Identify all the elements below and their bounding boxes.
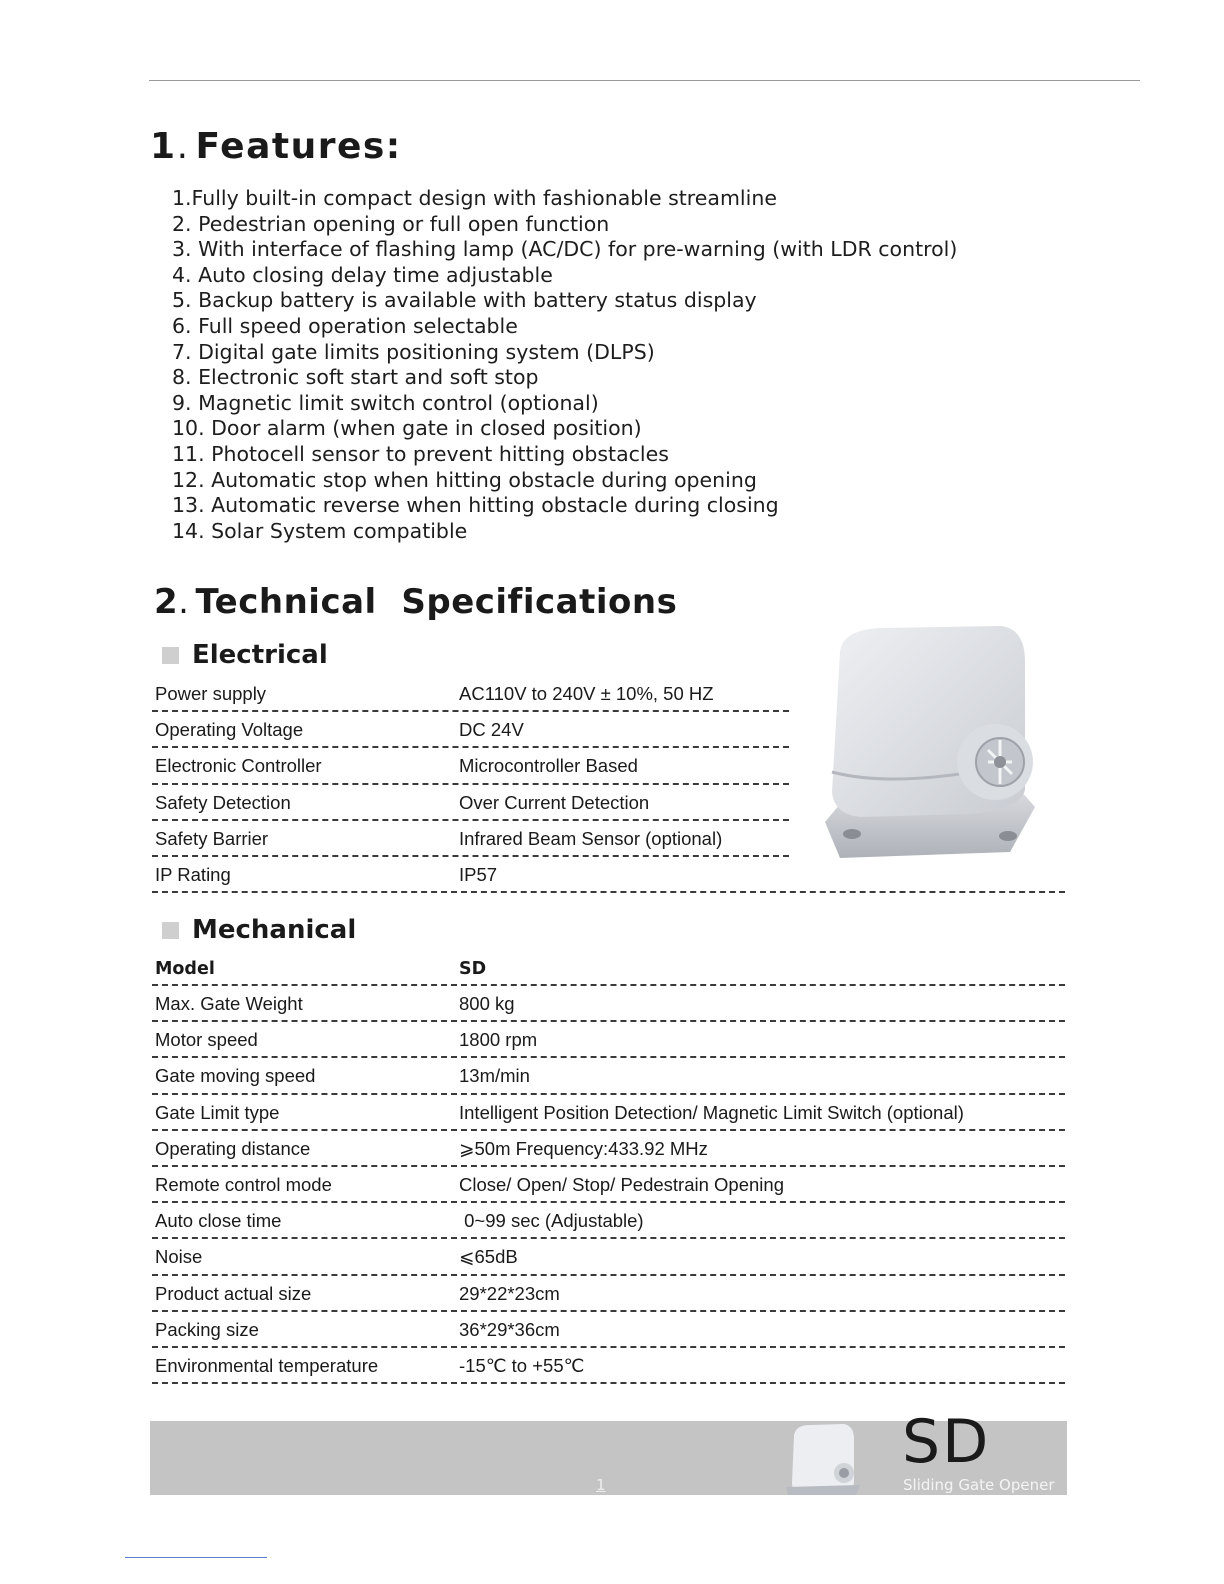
row-key: Remote control mode [155,1173,332,1195]
mechanical-heading [154,915,356,945]
row-key: Power supply [155,683,267,704]
electrical-heading [154,640,328,670]
row-key: Safety Barrier [155,827,269,849]
row-key: Gate Limit type [155,1101,280,1123]
row-value: 13m/min [459,1065,530,1087]
footer-subtitle: Sliding Gate Opener [903,1476,1055,1494]
feature-item: 10. Door alarm (when gate in closed position) [172,416,642,441]
row-key: IP Rating [155,863,231,885]
page-number[interactable]: 1 [596,1476,606,1494]
feature-item: 8. Electronic soft start and soft stop [172,365,539,390]
row-key: Environmental temperature [155,1354,379,1376]
row-key: Auto close time [155,1210,282,1232]
section-title-text: Features: [195,126,402,167]
mechanical-heading-text: Mechanical [192,915,357,945]
feature-item: 12. Automatic stop when hitting obstacle during opening [172,467,757,492]
section-title-text: Technical Specifications [195,582,678,622]
feature-item: 5. Backup battery is available with battery status display [172,288,757,313]
row-value: -15℃ to +55℃ [459,1354,585,1376]
row-key: Gate moving speed [155,1065,316,1087]
mechanical-table [152,952,1065,1384]
table-row [152,748,789,784]
row-value: AC110V to 240V ± 10%, 50 HZ [459,683,714,704]
table-row [152,1276,1065,1312]
section-features-title [150,126,402,167]
header-value: SD [459,959,487,979]
table-row [152,986,1065,1022]
row-key: Operating distance [155,1137,311,1159]
row-value: ⩾50m Frequency:433.92 MHz [459,1137,708,1159]
row-value: ⩽65dB [459,1246,518,1268]
section-dot: . [176,126,190,167]
feature-item: 1.Fully built-in compact design with fashionable streamline [172,186,777,210]
row-key: Motor speed [155,1029,258,1051]
row-value: 36*29*36cm [459,1318,560,1340]
table-header-row [152,952,1065,986]
row-value: 800 kg [459,993,515,1014]
feature-item: 3. With interface of flashing lamp (AC/DC) for pre-warning (with LDR control) [172,237,958,262]
top-rule [149,80,1140,81]
electrical-heading-text: Electrical [192,640,328,670]
section-specs-title [154,582,677,622]
table-row [152,1095,1065,1131]
table-row [152,1203,1065,1239]
row-value: Intelligent Position Detection/ Magnetic Limit Switch (optional) [459,1101,964,1123]
table-row [152,676,789,712]
footer-band [150,1407,1067,1495]
row-key: Safety Detection [155,791,291,813]
section-number: 1 [150,126,177,167]
row-value: 29*22*23cm [459,1282,560,1304]
gate-opener-product-image [820,622,1050,860]
row-key: Electronic Controller [155,755,322,777]
row-key: Product actual size [155,1282,312,1304]
table-row [152,857,1065,893]
table-row [152,712,789,748]
gate-opener-thumbnail [786,1421,866,1495]
square-bullet-icon [162,647,179,664]
row-value: 0~99 sec (Adjustable) [459,1210,644,1232]
section-dot: . [178,582,190,622]
table-row [152,1167,1065,1203]
header-key: Model [155,959,215,979]
electrical-table [152,676,789,893]
row-value: Microcontroller Based [459,755,638,777]
row-value: Close/ Open/ Stop/ Pedestrain Opening [459,1173,784,1195]
feature-item: 2. Pedestrian opening or full open function [172,211,610,236]
feature-item: 4. Auto closing delay time adjustable [172,262,553,287]
table-row [152,1239,1065,1275]
row-key: Packing size [155,1318,259,1340]
feature-item: 13. Automatic reverse when hitting obstacle during closing [172,493,779,518]
row-key: Noise [155,1246,203,1268]
row-value: DC 24V [459,719,524,741]
section-number: 2 [154,582,179,622]
feature-item: 6. Full speed operation selectable [172,313,518,338]
square-bullet-icon [162,922,179,939]
row-key: Operating Voltage [155,719,304,741]
table-row [152,785,789,821]
table-row [152,1131,1065,1167]
feature-item: 14. Solar System compatible [172,518,468,543]
table-row [152,1022,1065,1058]
table-row [152,1348,1065,1384]
feature-item: 9. Magnetic limit switch control (optional) [172,390,599,415]
feature-item: 7. Digital gate limits positioning system (DLPS) [172,339,655,364]
row-value: Over Current Detection [459,791,650,813]
row-key: Max. Gate Weight [155,993,303,1014]
link-underline [125,1557,267,1558]
table-row [152,1312,1065,1348]
table-row [152,821,789,857]
model-logo: SD [902,1407,991,1477]
features-list [172,186,957,544]
feature-item: 11. Photocell sensor to prevent hitting obstacles [172,441,669,466]
row-value: Infrared Beam Sensor (optional) [459,827,723,849]
row-value: IP57 [459,863,498,885]
table-row [152,1058,1065,1094]
row-value: 1800 rpm [459,1029,538,1051]
